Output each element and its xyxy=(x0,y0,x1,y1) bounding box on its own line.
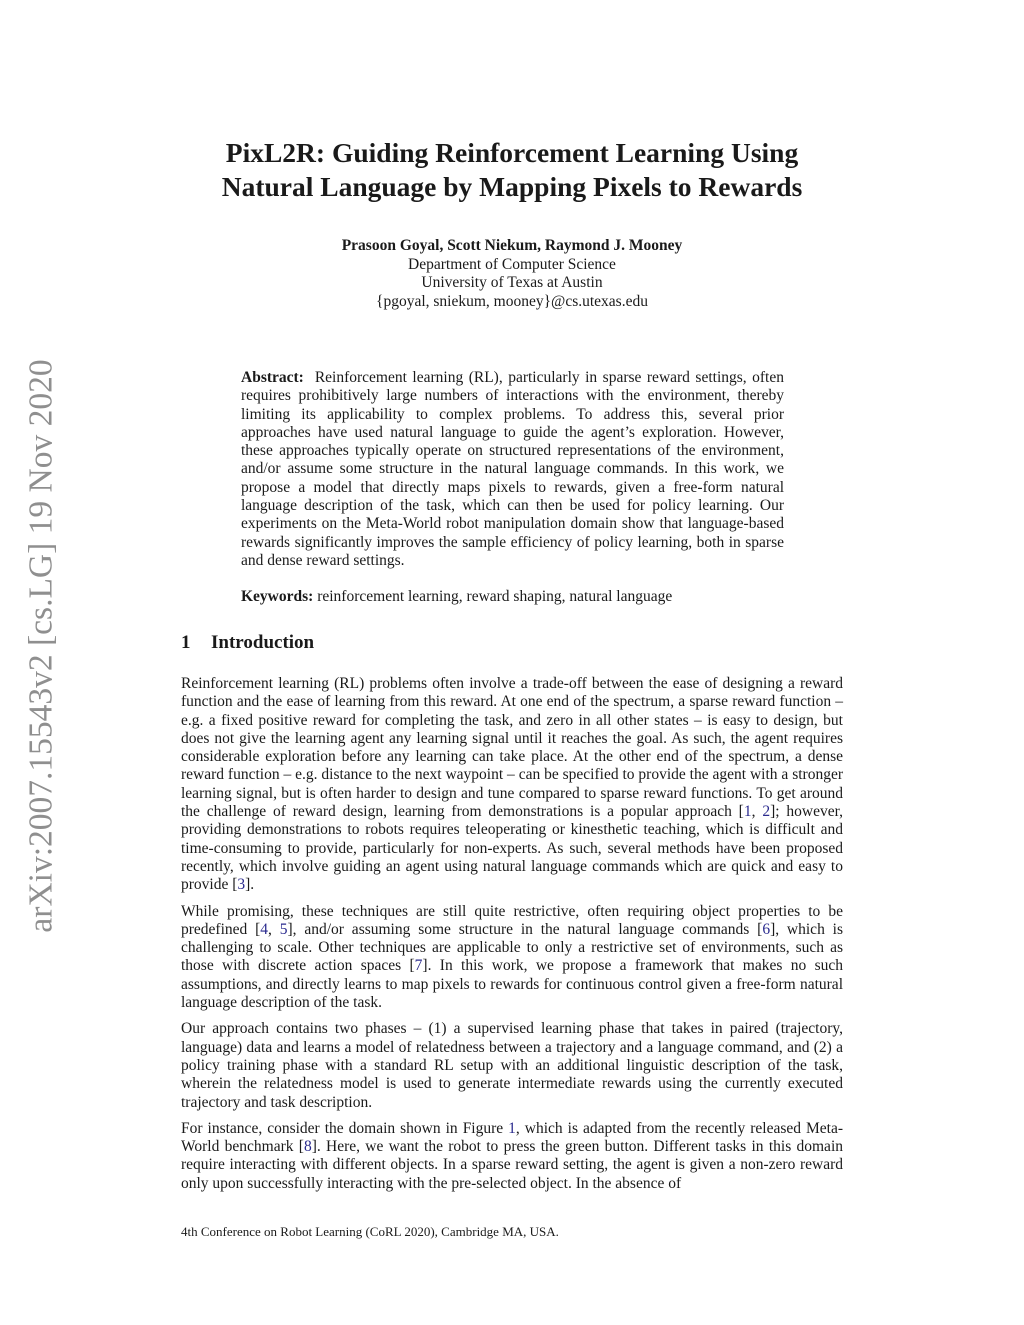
author-emails: {pgoyal, sniekum, mooney}@cs.utexas.edu xyxy=(376,292,648,310)
department: Department of Computer Science xyxy=(408,255,616,273)
abstract-label: Abstract: xyxy=(241,369,304,386)
section-number: 1 xyxy=(181,632,191,653)
paper-title xyxy=(150,136,874,204)
keywords xyxy=(241,588,784,606)
citation-link[interactable]: 1 xyxy=(743,803,752,821)
abstract-text: Reinforcement learning (RL), particularly in sparse reward settings, often requires prohibitively large numbers of interactions with the environment, thereby limiting its applicability to complex problems. To address this, several prior approaches have used natural language to guide the agent’s exploration. However, these approaches typically operate on structured representations of the environment, and/or assume some structure in the natural language commands. In this work, we propose a model that directly maps pixels to rewards, given a free-form natural language description of the task, which can then be used for policy learning. Our experiments on the Meta-World robot manipulation domain show that language-based rewards significantly improves the sample efficiency of policy learning, both in sparse and dense reward settings. xyxy=(241,369,784,569)
paragraph-text: For instance, consider the domain shown in Figure xyxy=(181,1119,509,1137)
paragraph-text: ]. xyxy=(245,876,255,894)
abstract xyxy=(241,369,784,570)
paragraph-4 xyxy=(181,1120,843,1193)
author-block xyxy=(200,237,824,311)
paragraph-3: Our approach contains two phases – (1) a supervised learning phase that takes in paired (trajectory, language) data and learns a model of relatedness between a trajectory and a language command, and (2) a policy training phase with a standard RL setup with an additional linguistic description of the task, wherein the relatedness model is used to generate intermediate rewards using the currently executed trajectory and task description. xyxy=(181,1020,843,1111)
paper-title-line-2: Natural Language by Mapping Pixels to Rewards xyxy=(221,171,803,202)
paragraph-text: While promising, these techniques are still quite restrictive, often requiring object properties to be predefined [ xyxy=(181,902,843,938)
citation-link[interactable]: 3 xyxy=(237,876,246,894)
introduction-body xyxy=(181,675,843,1201)
keywords-label: Keywords: xyxy=(241,588,314,605)
university: University of Texas at Austin xyxy=(421,274,603,291)
paper-title-line-1: PixL2R: Guiding Reinforcement Learning Using xyxy=(225,137,799,168)
paragraph-1 xyxy=(181,675,843,895)
paragraph-text: ]; however, providing demonstrations to robots requires teleoperating or kinesthetic teaching, which is difficult and time-consuming to provide, particularly for non-experts. As such, several methods have been proposed recently, which involve guiding an agent using natural language commands which are quick and easy to provide [ xyxy=(181,803,844,894)
paragraph-text: ], and/or assuming some structure in the natural language commands [ xyxy=(287,920,763,938)
citation-link[interactable]: 8 xyxy=(303,1138,312,1156)
citation-link[interactable]: 6 xyxy=(762,920,771,938)
paragraph-text: ], which is challenging to scale. Other techniques are applicable to only a restrictive set of environments, such as those with discrete action spaces [ xyxy=(181,920,843,975)
arxiv-stamp-text: arXiv:2007.15543v2 [cs.LG] 19 Nov 2020 xyxy=(23,359,60,933)
citation-link[interactable]: 7 xyxy=(414,957,423,975)
citation-separator: , xyxy=(268,920,280,938)
citation-link[interactable]: 2 xyxy=(762,803,771,821)
paragraph-text: ]. In this work, we propose a framework that makes no such assumptions, and directly learns to map pixels to rewards for continuous control given a free-form natural language description of the task. xyxy=(181,957,843,1012)
section-heading-introduction xyxy=(181,632,314,654)
paragraph-text: ]. Here, we want the robot to press the green button. Different tasks in this domain require interacting with different objects. In a sparse reward setting, the agent is given a non-zero reward only upon successfully interacting with the pre-selected object. In the absence of xyxy=(181,1138,843,1192)
citation-link[interactable]: 5 xyxy=(279,920,288,938)
authors: Prasoon Goyal, Scott Niekum, Raymond J. Mooney xyxy=(341,237,683,254)
keywords-text: reinforcement learning, reward shaping, natural language xyxy=(317,588,673,605)
arxiv-stamp xyxy=(16,348,68,944)
paragraph-2 xyxy=(181,903,843,1013)
figure-link[interactable]: 1 xyxy=(508,1119,516,1137)
conference-footnote: 4th Conference on Robot Learning (CoRL 2020), Cambridge MA, USA. xyxy=(181,1224,559,1239)
citation-separator: , xyxy=(751,803,763,821)
section-title: Introduction xyxy=(211,632,315,653)
paragraph-text: Reinforcement learning (RL) problems often involve a trade-off between the ease of designing a reward function and the ease of learning from this reward. At one end of the spectrum, a sparse reward function – e.g. a fixed positive reward for completing the task, and zero in all other states – is easy to design, but does not give the learning agent any learning signal until it reaches the goal. As such, the agent requires considerable exploration before any learning can take place. At the other end of the spectrum, a dense reward function – e.g. distance to the next waypoint – can be specified to provide the agent with a stronger learning signal, but is often harder to design and tune compared to sparse reward functions. To get around the challenge of reward design, learning from demonstrations is a popular approach [ xyxy=(181,675,843,821)
paragraph-text: , which is adapted from the recently released Meta-World benchmark [ xyxy=(181,1119,843,1156)
citation-link[interactable]: 4 xyxy=(260,920,269,938)
